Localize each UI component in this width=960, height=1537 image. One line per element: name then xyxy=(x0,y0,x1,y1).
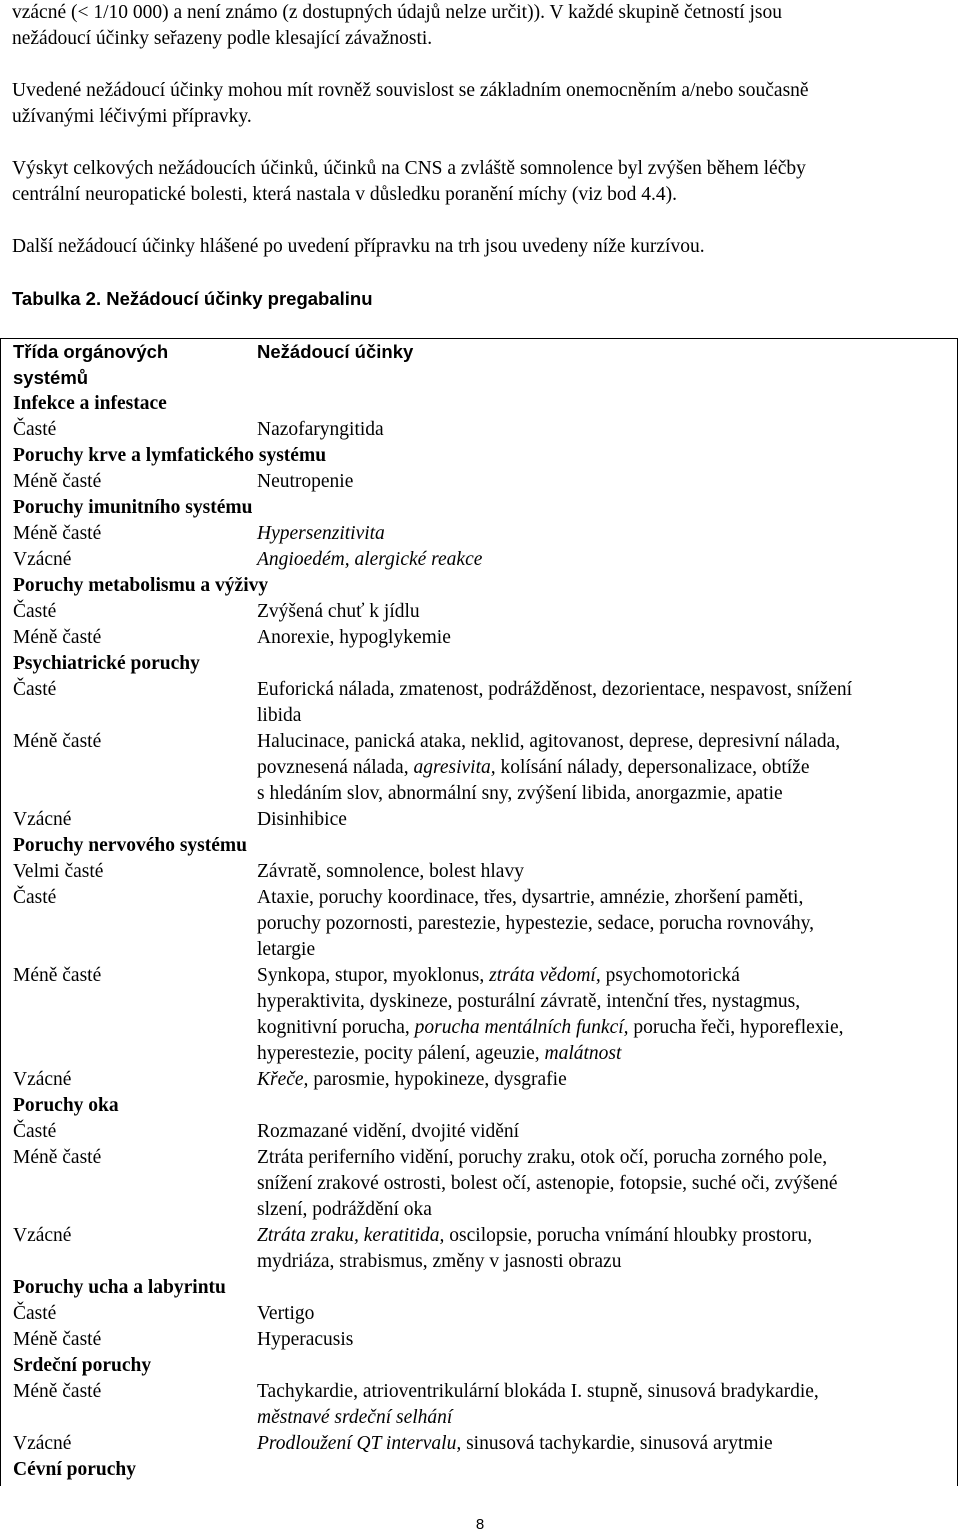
effects-cell xyxy=(257,1379,957,1431)
adverse-effects-table-body xyxy=(1,339,957,1483)
text-line: užívanými léčivými přípravky. xyxy=(12,106,252,127)
effects-line xyxy=(257,1301,949,1327)
adverse-effect-row xyxy=(13,469,957,495)
effects-cell xyxy=(257,599,957,625)
effects-cell xyxy=(257,417,957,443)
page-number: 8 xyxy=(475,1516,485,1533)
effects-cell xyxy=(257,469,957,495)
effects-line xyxy=(257,417,949,443)
effects-line xyxy=(257,859,949,885)
effect-text: Neutropenie xyxy=(257,471,354,492)
effects-line xyxy=(257,911,949,937)
effect-text-italic: Hypersenzitivita xyxy=(257,523,385,544)
effect-text-italic: malátnost xyxy=(544,1043,622,1064)
text-line: nežádoucí účinky seřazeny podle klesající závažnosti. xyxy=(12,28,433,49)
frequency-cell: Časté xyxy=(13,1303,57,1324)
effects-cell xyxy=(257,547,957,573)
organ-class-heading: Psychiatrické poruchy xyxy=(13,653,200,674)
effect-text: mydriáza, strabismus, změny v jasnosti obrazu xyxy=(257,1251,622,1272)
adverse-effect-row xyxy=(13,547,957,573)
effects-line xyxy=(257,1119,949,1145)
effects-line xyxy=(257,1015,949,1041)
effect-text: Ztráta periferního vidění, poruchy zraku, otok očí, porucha zorného pole, xyxy=(257,1147,828,1168)
effect-text: Zvýšená chuť k jídlu xyxy=(257,601,420,622)
intro-paragraph-frequency xyxy=(12,0,952,52)
text-line: centrální neuropatické bolesti, která nastala v důsledku poranění míchy (viz bod 4.4). xyxy=(12,184,677,205)
effect-text: Hyperacusis xyxy=(257,1329,354,1350)
effects-line xyxy=(257,1431,949,1457)
frequency-cell: Méně časté xyxy=(13,965,102,986)
frequency-cell: Časté xyxy=(13,419,57,440)
effect-text: snížení zrakové ostrosti, bolest očí, astenopie, fotopsie, suché oči, zvýšené xyxy=(257,1173,838,1194)
effects-line xyxy=(257,885,949,911)
adverse-effect-row xyxy=(13,1327,957,1353)
organ-class-heading: Poruchy imunitního systému xyxy=(13,497,253,518)
adverse-effect-row xyxy=(13,1119,957,1145)
frequency-cell: Méně časté xyxy=(13,1381,102,1402)
organ-class-heading: Poruchy metabolismu a výživy xyxy=(13,575,269,596)
effect-text: Nazofaryngitida xyxy=(257,419,384,440)
text-line: vzácné (< 1/10 000) a není známo (z dostupných údajů nelze určit)). V každé skupině četností jsou xyxy=(12,2,783,23)
effect-text: povznesená nálada, xyxy=(257,757,414,778)
organ-class-heading: Poruchy nervového systému xyxy=(13,835,247,856)
effect-text: Halucinace, panická ataka, neklid, agitovanost, deprese, depresivní nálada, xyxy=(257,731,841,752)
adverse-effect-row xyxy=(13,1379,957,1431)
organ-class-heading: Poruchy oka xyxy=(13,1095,119,1116)
adverse-effect-row xyxy=(13,417,957,443)
effect-text: Ataxie, poruchy koordinace, třes, dysartrie, amnézie, zhoršení paměti, xyxy=(257,887,804,908)
effects-cell xyxy=(257,677,957,729)
adverse-effect-row xyxy=(13,859,957,885)
frequency-cell: Méně časté xyxy=(13,1147,102,1168)
effects-cell xyxy=(257,1301,957,1327)
effects-line xyxy=(257,625,949,651)
effects-cell xyxy=(257,963,957,1067)
adverse-effects-table xyxy=(0,338,958,1486)
effects-line xyxy=(257,1171,949,1197)
effects-line xyxy=(257,1145,949,1171)
effects-line xyxy=(257,1223,949,1249)
effects-line xyxy=(257,1327,949,1353)
adverse-effect-row xyxy=(13,1067,957,1093)
frequency-cell: Časté xyxy=(13,679,57,700)
effect-text: poruchy pozornosti, parestezie, hypestezie, sedace, porucha rovnováhy, xyxy=(257,913,814,934)
adverse-effect-row xyxy=(13,1301,957,1327)
effect-text: Závratě, somnolence, bolest hlavy xyxy=(257,861,524,882)
frequency-cell: Vzácné xyxy=(13,549,72,570)
frequency-cell: Vzácné xyxy=(13,1069,72,1090)
header-organ-class-line: systémů xyxy=(13,367,89,388)
effect-text-italic: agresivita, xyxy=(413,757,496,778)
effect-text: psychomotorická xyxy=(600,965,740,986)
effect-text-italic: Angioedém, alergické reakce xyxy=(257,549,483,570)
organ-class-heading: Poruchy krve a lymfatického systému xyxy=(13,445,327,466)
effects-cell xyxy=(257,1119,957,1145)
adverse-effect-row xyxy=(13,1223,957,1275)
adverse-effect-row xyxy=(13,885,957,963)
adverse-effect-row xyxy=(13,625,957,651)
adverse-effect-row xyxy=(13,521,957,547)
effects-line xyxy=(257,547,949,573)
intro-paragraph-cns xyxy=(12,156,952,208)
effect-text: libida xyxy=(257,705,302,726)
effect-text: kognitivní porucha, xyxy=(257,1017,415,1038)
frequency-cell: Méně časté xyxy=(13,731,102,752)
adverse-effect-row xyxy=(13,963,957,1067)
effects-line xyxy=(257,1041,949,1067)
adverse-effect-row xyxy=(13,1431,957,1457)
effects-cell xyxy=(257,885,957,963)
frequency-cell: Velmi časté xyxy=(13,861,104,882)
effects-line xyxy=(257,469,949,495)
effect-text-italic: Prodloužení QT intervalu, xyxy=(257,1433,462,1454)
effect-text: Synkopa, stupor, myoklonus, xyxy=(257,965,490,986)
effects-line xyxy=(257,755,949,781)
effect-text: slzení, podráždění oka xyxy=(257,1199,432,1220)
effect-text-italic: ztráta vědomí, xyxy=(489,965,601,986)
intro-paragraph-association xyxy=(12,78,952,130)
effect-text: parosmie, hypokineze, dysgrafie xyxy=(308,1069,567,1090)
organ-class-heading: Poruchy ucha a labyrintu xyxy=(13,1277,226,1298)
effects-line xyxy=(257,1067,949,1093)
frequency-cell: Vzácné xyxy=(13,1225,72,1246)
effects-cell xyxy=(257,729,957,807)
effects-line xyxy=(257,703,949,729)
effects-line xyxy=(257,729,949,755)
adverse-effect-row xyxy=(13,1145,957,1223)
adverse-effect-row xyxy=(13,599,957,625)
effect-text: Disinhibice xyxy=(257,809,347,830)
effect-text: kolísání nálady, depersonalizace, obtíže xyxy=(495,757,810,778)
table-caption: Tabulka 2. Nežádoucí účinky pregabalinu xyxy=(12,288,373,309)
effect-text: Euforická nálada, zmatenost, podrážděnost, dezorientace, nespavost, snížení xyxy=(257,679,853,700)
header-organ-class xyxy=(13,339,257,391)
effect-text: hyperaktivita, dyskineze, posturální závratě, intenční třes, nystagmus, xyxy=(257,991,801,1012)
frequency-cell: Méně časté xyxy=(13,523,102,544)
effects-cell xyxy=(257,625,957,651)
organ-class-heading: Srdeční poruchy xyxy=(13,1355,152,1376)
organ-class-heading: Cévní poruchy xyxy=(13,1459,136,1480)
frequency-cell: Méně časté xyxy=(13,1329,102,1350)
frequency-cell: Časté xyxy=(13,601,57,622)
effects-line xyxy=(257,1249,949,1275)
document-body xyxy=(12,0,952,312)
effects-line xyxy=(257,937,949,963)
frequency-cell: Časté xyxy=(13,887,57,908)
intro-paragraph-postmarketing: Další nežádoucí účinky hlášené po uvedení přípravku na trh jsou uvedeny níže kurzívou. xyxy=(12,236,705,257)
effects-line xyxy=(257,1405,949,1431)
frequency-cell: Méně časté xyxy=(13,627,102,648)
effect-text: porucha řeči, hyporeflexie, xyxy=(628,1017,844,1038)
adverse-effect-row xyxy=(13,807,957,833)
effect-text-italic: Ztráta zraku, keratitida, xyxy=(257,1225,445,1246)
effects-line xyxy=(257,1197,949,1223)
table-header-row xyxy=(13,339,957,391)
header-organ-class-line: Třída orgánových xyxy=(13,341,169,362)
organ-class-heading: Infekce a infestace xyxy=(13,393,167,414)
effect-text: Vertigo xyxy=(257,1303,315,1324)
effects-line xyxy=(257,963,949,989)
effects-cell xyxy=(257,1145,957,1223)
effects-line xyxy=(257,599,949,625)
effects-cell xyxy=(257,1327,957,1353)
effect-text: Rozmazané vidění, dvojité vidění xyxy=(257,1121,520,1142)
effects-cell xyxy=(257,1223,957,1275)
frequency-cell: Vzácné xyxy=(13,809,72,830)
effects-line xyxy=(257,521,949,547)
effect-text-italic: Křeče, xyxy=(257,1069,309,1090)
frequency-cell: Méně časté xyxy=(13,471,102,492)
effects-line xyxy=(257,989,949,1015)
effects-cell xyxy=(257,521,957,547)
text-line: Uvedené nežádoucí účinky mohou mít rovněž souvislost se základním onemocněním a/nebo současně xyxy=(12,80,809,101)
text-line: Výskyt celkových nežádoucích účinků, účinků na CNS a zvláště somnolence byl zvýšen během léčby xyxy=(12,158,806,179)
effect-text: oscilopsie, porucha vnímání hloubky prostoru, xyxy=(444,1225,813,1246)
frequency-cell: Časté xyxy=(13,1121,57,1142)
effects-cell xyxy=(257,807,957,833)
effect-text: Anorexie, hypoglykemie xyxy=(257,627,451,648)
effect-text-italic: městnavé srdeční selhání xyxy=(257,1407,453,1428)
effect-text-italic: porucha mentálních funkcí, xyxy=(414,1017,629,1038)
effect-text: hyperestezie, pocity pálení, ageuzie, xyxy=(257,1043,545,1064)
effects-line xyxy=(257,677,949,703)
adverse-effect-row xyxy=(13,677,957,729)
effect-text: Tachykardie, atrioventrikulární blokáda I. stupně, sinusová bradykardie, xyxy=(257,1381,819,1402)
effects-cell xyxy=(257,1431,957,1457)
effects-line xyxy=(257,1379,949,1405)
effects-line xyxy=(257,807,949,833)
effect-text: sinusová tachykardie, sinusová arytmie xyxy=(461,1433,773,1454)
adverse-effect-row xyxy=(13,729,957,807)
effects-line xyxy=(257,781,949,807)
header-adverse-effects: Nežádoucí účinky xyxy=(257,341,414,362)
effect-text: letargie xyxy=(257,939,316,960)
effects-cell xyxy=(257,859,957,885)
frequency-cell: Vzácné xyxy=(13,1433,72,1454)
effect-text: s hledáním slov, abnormální sny, zvýšení libida, anorgazmie, apatie xyxy=(257,783,783,804)
effects-cell xyxy=(257,1067,957,1093)
